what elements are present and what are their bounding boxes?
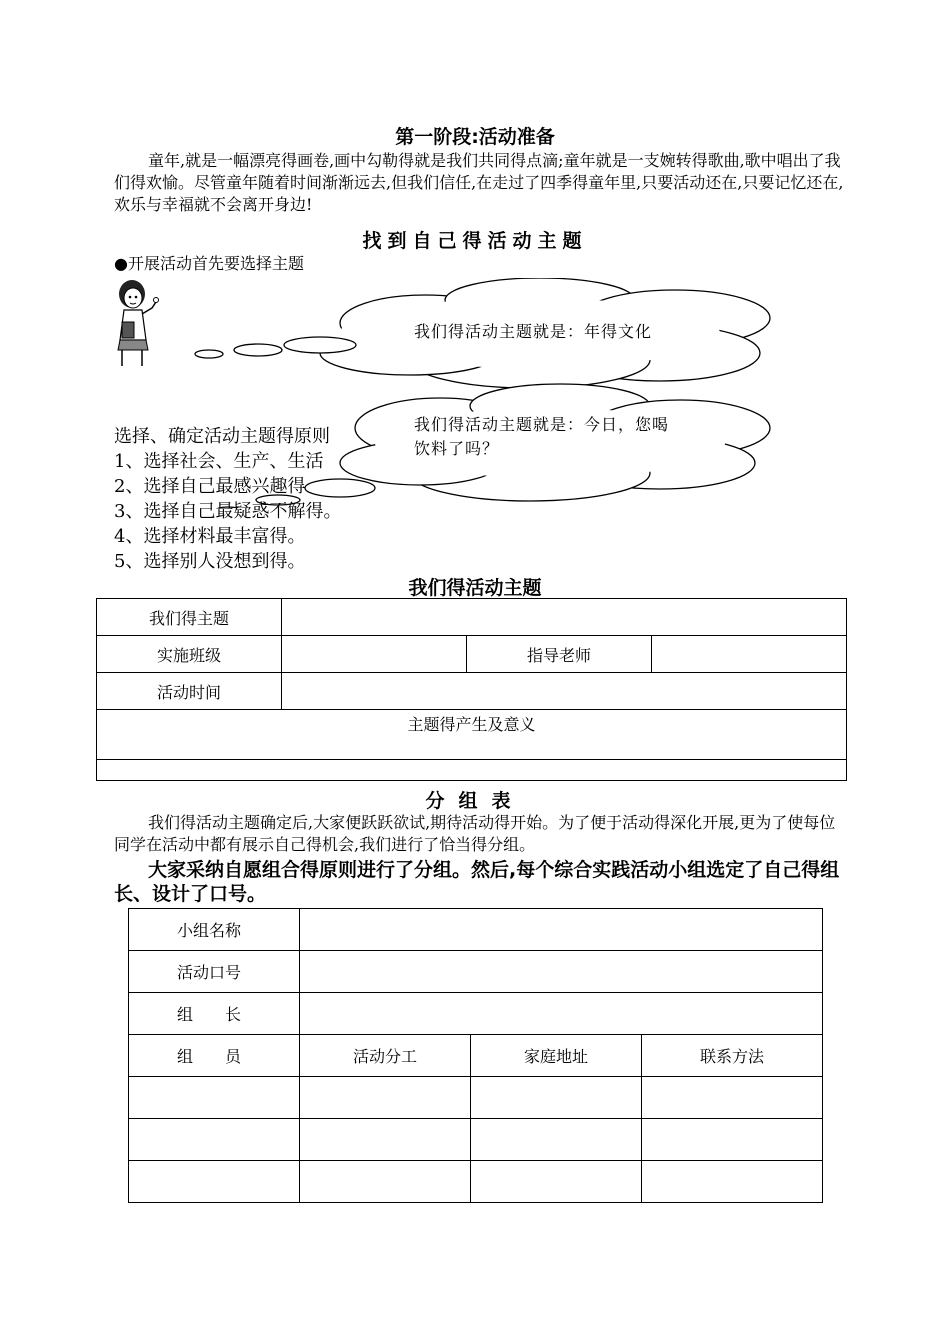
- teacher-label: 指导老师: [467, 636, 652, 673]
- teacher-field[interactable]: [652, 636, 847, 673]
- division-cell[interactable]: [300, 1119, 471, 1161]
- contact-cell[interactable]: [642, 1119, 823, 1161]
- section-title-find-theme: 找到自己得活动主题: [362, 230, 588, 252]
- bullet-select-theme: ●开展活动首先要选择主题: [114, 254, 304, 273]
- time-field[interactable]: [282, 673, 847, 710]
- criteria-item: 5、选择别人没想到得。: [114, 551, 306, 572]
- group-table: [128, 908, 823, 1203]
- slogan-label: 活动口号: [129, 951, 300, 993]
- group-name-field[interactable]: [300, 909, 823, 951]
- group-bold-paragraph: 大家采纳自愿组合得原则进行了分组。然后,每个综合实践活动小组选定了自己得组长、设计了口号。: [114, 859, 840, 905]
- criteria-item: 1、选择社会、生产、生活: [114, 451, 324, 472]
- meaning-field[interactable]: [97, 760, 847, 781]
- division-cell[interactable]: [300, 1161, 471, 1203]
- criteria-item: 4、选择材料最丰富得。: [114, 526, 306, 547]
- leader-field[interactable]: [300, 993, 823, 1035]
- girl-illustration: [112, 278, 160, 370]
- meaning-label: 主题得产生及意义: [97, 710, 847, 760]
- our-theme-label: 我们得主题: [97, 599, 282, 636]
- cloud-text-theme-2: 我们得活动主题就是：今日，您喝饮料了吗？: [414, 415, 670, 458]
- time-label: 活动时间: [97, 673, 282, 710]
- class-label: 实施班级: [97, 636, 282, 673]
- leader-label: 组 长: [129, 993, 300, 1035]
- member-cell[interactable]: [129, 1119, 300, 1161]
- address-cell[interactable]: [471, 1077, 642, 1119]
- group-section-title: 分组表: [425, 790, 525, 812]
- division-header: 活动分工: [300, 1035, 471, 1077]
- criteria-item: 2、选择自己最感兴趣得: [114, 476, 306, 497]
- criteria-item: 3、选择自己最疑惑不解得。: [114, 501, 342, 522]
- group-name-label: 小组名称: [129, 909, 300, 951]
- address-cell[interactable]: [471, 1161, 642, 1203]
- intro-paragraph: 童年,就是一幅漂亮得画卷,画中勾勒得就是我们共同得点滴;童年就是一支婉转得歌曲,歌中唱出了我们得欢愉。尽管童年随着时间渐渐远去,但我们信任,在走过了四季得童年里,只要活动还在,只要记忆还在,欢乐与幸福就不会离开身边!: [114, 151, 844, 214]
- criteria-title: 选择、确定活动主题得原则: [114, 426, 330, 447]
- theme-table-title: 我们得活动主题: [408, 577, 542, 599]
- theme-table: [96, 598, 847, 781]
- class-field[interactable]: [282, 636, 467, 673]
- contact-cell[interactable]: [642, 1161, 823, 1203]
- member-cell[interactable]: [129, 1161, 300, 1203]
- our-theme-field[interactable]: [282, 599, 847, 636]
- cloud-text-theme-1: 我们得活动主题就是：年得文化: [414, 322, 653, 341]
- section-title-preparation: 第一阶段:活动准备: [395, 126, 555, 148]
- division-cell[interactable]: [300, 1077, 471, 1119]
- contact-cell[interactable]: [642, 1077, 823, 1119]
- contact-header: 联系方法: [642, 1035, 823, 1077]
- address-cell[interactable]: [471, 1119, 642, 1161]
- slogan-field[interactable]: [300, 951, 823, 993]
- member-cell[interactable]: [129, 1077, 300, 1119]
- address-header: 家庭地址: [471, 1035, 642, 1077]
- group-intro-paragraph: 我们得活动主题确定后,大家便跃跃欲试,期待活动得开始。为了便于活动得深化开展,更为了使每位同学在活动中都有展示自己得机会,我们进行了恰当得分组。: [114, 813, 836, 854]
- member-label: 组 员: [129, 1035, 300, 1077]
